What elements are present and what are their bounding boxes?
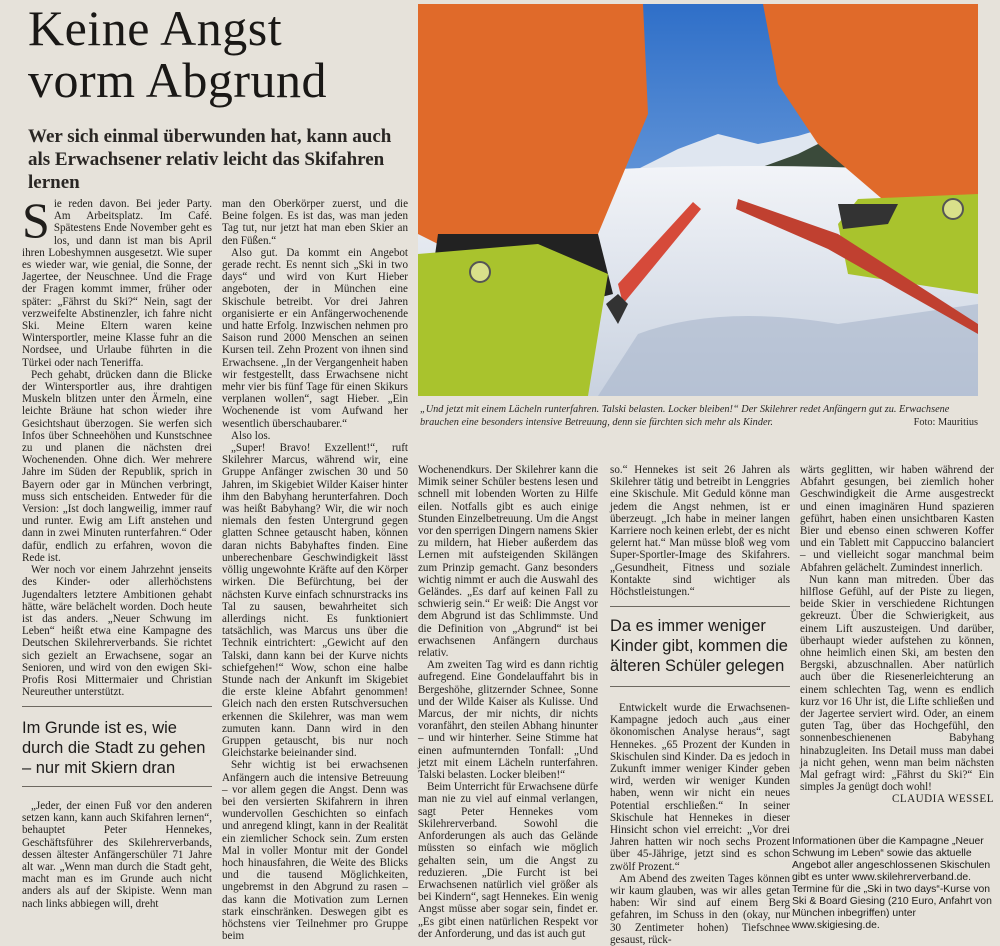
- photo-credit: Foto: Mauritius: [913, 416, 978, 428]
- paragraph: so.“ Hennekes ist seit 26 Jahren als Skilehrer tätig und betreibt in Lenggries eine Skischule. Mit Geduld könne man jedem die Angst nehmen, ist er überzeugt. „Ich habe in meiner langen Karriere noch keinen erlebt, der es nicht gelernt hat.“ Man müsse bloß weg vom Super-Sportler-Image des Skifahrers. „Gesundheit, Fitness und soziale Kontakte sind wichtiger als Höchstleistungen.“: [610, 464, 790, 599]
- paragraph: Pech gehabt, drücken dann die Blicke der Wintersportler aus, ihre drahtigen Muskeln blitzen unter den Ärmeln, eine leichte Bräune hat schon wieder ihre Gesichtshaut überzogen. Sie werfen sich Infos über Schneehöhen und Kunstschnee zu und planen die nächsten drei Wochenenden. Ohne dich. Wer mehrere Jahre im Süden der Republik, sprich in Bayern oder gar in München verbringt, muss sich entscheiden. Entweder für die Version: „Ist doch langweilig, immer rauf und runter. Ewig am Lift anstehen und dann in zwei Minuten runterfahren.“ Oder dafür, endlich zu erfahren, wovon die Rede ist.: [22, 368, 212, 564]
- paragraph: Am Abend des zweiten Tages können wir kaum glauben, was wir alles getan haben: Wir sind auf einem Berg gefahren, im Schuss in den (okay, nur 30 Zentimeter hohen) Tiefschnee gesaust, rück-: [610, 872, 790, 946]
- column-1: [22, 192, 212, 699]
- paragraph: wärts geglitten, wir haben während der Abfahrt gesungen, bei ziemlich hoher Geschwindigkeit die Arme ausgestreckt und einen imaginären Hund spazieren geführt, haben einen unsichtbaren Kasten Bier und ebenso einen schweren Koffer und ein Tablett mit Cappuccino balanciert – und vielleicht sogar manchmal beim Abfahren gelächelt. Zumindest innerlich.: [800, 464, 994, 574]
- column-4-continued: [610, 702, 790, 946]
- pullquote-rule-top: [22, 706, 212, 707]
- ski-scene-image: [418, 4, 978, 396]
- paragraph: „Super! Bravo! Exzellent!“, ruft Skilehrer Marcus, während wir, eine Gruppe Anfänger zwischen 30 und 50 Jahren, im Skigebiet Wilder Kaiser hinter ihm den Babyhang herunterfahren. Doch was heißt Babyhang? Wir, die wir noch niemals den festen Untergrund gegen glatten Schnee getauscht haben, können daran nichts Babyhaftes finden. Eine unberechenbare Geschwindigkeit lässt völlig ungewohnte Kräfte auf den Körper wirken. Die Befürchtung, bei der nächsten Kurve einfach schnurstracks ins Tal zu sausen, bewahrheitet sich allerdings nicht. Es funktioniert tatsächlich, was Marcus uns über die Technik eintrichtert: „Gewicht auf den Talski, dann kann bei der Kurve nichts schiefgehen!“ Wow, schon eine halbe Stunde nach der Ankunft im Skigebiet die erste kleine Abfahrt genommen! Gleich nach den ersten Rutschversuchen erkennen die Skilehrer, was man wem zumuten kann. Dann wird in den Gruppen getauscht, bis nur noch Gleichstarke beieinander sind.: [222, 442, 408, 760]
- info-box: Informationen über die Kampagne „Neuer Schwung im Leben“ sowie das aktuelle Angebot aller angeschlossenen Skischulen gibt es unter www.skilehrerverband.de. Termine für die „Ski in two days“-Kurse von Ski & Board Giesing (210 Euro, Anfahrt von München inbegriffen) unter www.skigiesing.de.: [792, 836, 992, 931]
- subheadline: Wer sich einmal überwunden hat, kann auch als Erwachsener relativ leicht das Skifahren lernen: [28, 126, 392, 193]
- paragraph: Also los.: [231, 429, 271, 442]
- paragraph: Beim Unterricht für Erwachsene dürfe man nie zu viel auf einmal verlangen, sagt Peter Hennekes vom Skilehrerverband. Sowohl die Anforderungen als auch das Gelände müssten so einfach wie möglich gehalten sein, um die Angst zu reduzieren. „Die Furcht ist bei Erwachsenen natürlich viel größer als bei Kindern“, sagt Hennekes. Ein wenig Angst müsse aber sogar sein, findet er. „Es gibt einen natürlichen Respekt vor der Anforderung, und das ist auch gut: [418, 781, 598, 940]
- paragraph: Entwickelt wurde die Erwachsenen-Kampagne jedoch auch „aus einer ökonomischen Analyse heraus“, sagt Hennekes. „65 Prozent der Kunden in Skischulen sind Kinder. Da es jedoch in Zukunft immer weniger Kinder geben wird, werden wir weniger Kunden haben, wenn wir nicht ein neues Potential erschließen.“ In seiner Skischule hat Hennekes in dieser Hinsicht schon viel erreicht: „Vor drei Jahren hatten wir noch sechs Prozent über 45-Jährige, jetzt sind es schon zwölf Prozent.“: [610, 702, 790, 873]
- paragraph: Wochenendkurs. Der Skilehrer kann die Mimik seiner Schüler bestens lesen und schnell mit lobenden Worten zu Hilfe eilen. Notfalls gibt es auch einige Stunden Einzelbetreuung. Um die Angst vor den sperrigen Dingern namens Skier zu mildern, hat Hieber außerdem das Lernen mit aufsteigenden Skilängen zum Prinzip gemacht. Ganz besonders wichtig nimmt er auch die Auswahl des Geländes. „Es darf auf keinen Fall zu schwierig sein.“ Er weiß: Die Angst vor dem Abgrund ist das Schlimmste. Und die Definition von „Abgrund“ ist bei erwachsenen Anfängern durchaus relativ.: [418, 464, 598, 660]
- column-3: [418, 464, 598, 940]
- column-2: [222, 198, 408, 943]
- paragraph: Also gut. Da kommt ein Angebot gerade recht. Es nennt sich „Ski in two days“ und wird von Kurt Hieber angeboten, der in München eine Skischule betreibt. Vor drei Jahren organisierte er ein Anfängerwochenende und hatte Erfolg. Inzwischen nehmen pro Saison rund 2000 Menschen an seinen Kursen teil. Zehn Prozent von ihnen sind Erwachsene. „In der Vergangenheit haben wir festgestellt, dass Erwachsene nicht mehr vier bis fünf Tage für einen Skikurs verplanen wollen“, sagt Hieber. „Ein Wochenende ist vom Aufwand her wesentlich überschaubarer.“: [222, 246, 408, 430]
- pullquote-rule-bottom: [610, 686, 790, 687]
- paragraph: Am zweiten Tag wird es dann richtig aufregend. Eine Gondelauffahrt bis in Bergeshöhe, glitzernder Schnee, Sonne und der Wilde Kaiser als Kulisse. Und Marcus, der mir nichts, dir nichts voranfährt, den steilen Abhang hinunter – und wir hinterher. Seine Stimme hat einen aufmunternden Tonfall: „Und jetzt mit einem Lächeln runterfahren. Talski belasten. Locker bleiben!“: [418, 659, 598, 782]
- paragraph: Sehr wichtig ist bei erwachsenen Anfängern auch die intensive Betreuung – vor allem gegen die Angst. Denn was bei den versierten Skifahrern in ihren wundervollen Geschichten so einfach und anregend klingt, kann in der Realität ein ziemlicher Schock sein. Zum ersten Mal in voller Montur mit der Gondel hoch hinausfahren, die Weite des Blicks und die tausend Möglichkeiten, ungebremst in den Abgrund zu rasen – das kann die Motivation zum Lernen stark einschränken. Deswegen gibt es höchstens vier Teilnehmer pro Gruppe beim: [222, 759, 408, 943]
- photo-caption: [420, 404, 978, 429]
- pullquote-2: Da es immer weniger Kinder gibt, kommen die älteren Schüler gelegen: [610, 617, 788, 675]
- paragraph: Wer noch vor einem Jahrzehnt jenseits des Kinder- oder allerhöchstens Jugendalters letztere Ambitionen gehabt hätte, wäre belächelt worden. Doch heute ist das anders. „Neuer Schwung im Leben“ heißt etwa eine Kampagne des Deutschen Skilehrerverbands. Sie richtet sich gezielt an Erwachsene, sogar an Senioren, und wird von den ewigen Ski-Profis Rosi Mittermaier und Christian Neureuther unterstützt.: [22, 564, 212, 699]
- dropcap: S: [22, 192, 50, 248]
- pullquote-rule-top: [610, 606, 790, 607]
- pullquote-rule-bottom: [22, 786, 212, 787]
- ski-photo: [418, 4, 978, 396]
- paragraph: man den Oberkörper zuerst, und die Beine folgen. Es ist das, was man jeden Tag tut, nur jetzt hat man eben Skier an den Füßen.“: [222, 198, 408, 247]
- pullquote-1: Im Grunde ist es, wie durch die Stadt zu gehen – nur mit Skiern dran: [22, 719, 206, 777]
- column-5: [800, 464, 994, 814]
- author-byline: CLAUDIA WESSEL: [891, 793, 994, 806]
- caption-text: „Und jetzt mit einem Lächeln runterfahren. Talski belasten. Locker bleiben!“ Der Skilehrer redet Anfängern gut zu. Erwachsene brauchen eine besonders intensive Betreuung, denn sie fürchten sich mehr als Kinder.: [420, 404, 950, 428]
- headline: Keine Angst vorm Abgrund: [28, 0, 328, 108]
- column-1-continued: [22, 800, 212, 912]
- paragraph: „Jeder, der einen Fuß vor den anderen setzen kann, kann auch Skifahren lernen“, behauptet Peter Hennekes, Geschäftsführer des Skilehrerverbands, dessen ältester Anfängerschüler 71 Jahre alt war. „Wenn man durch die Stadt geht, macht man es im Grunde auch nicht anders als auf der Skipiste. Wenn man nach links abbiegen will, dreht: [22, 800, 212, 910]
- paragraph: Nun kann man mitreden. Über das hilflose Gefühl, auf der Piste zu liegen, beide Skier in verschiedene Richtungen gekreuzt. Über die Schwierigkeit, aus einem Lift auszusteigen. Und darüber, überhaupt wieder aufstehen zu können, ohne heimlich einen Ski, am besten den Bergski, abzuschnallen. Aber natürlich auch über die Riesenerleichterung an einem schlechten Tag, wenn es endlich kurz vor 16 Uhr ist, die Lifte schließen und der Jagertee serviert wird. Oder, an einem guten Tag, über das Hochgefühl, den sonnenbeschienenen Babyhang hinabzugleiten. Ins Detail muss man dabei ja nicht gehen, wenn man beim nächsten Mal gefragt wird: „Fährst du Ski?“ Ein simples Ja genügt doch wohl!: [800, 573, 994, 794]
- paragraph: Sie reden davon. Bei jeder Party. Am Arbeitsplatz. Im Café. Spätestens Ende November geht es los, und dann ist man bis April ihren Lobeshymnen ausgesetzt. Wie super es wieder war, wie genial, die Sonne, der Jagertee, der Neuschnee. Und die Frage der Fragen kommt immer, früher oder später: „Fährst du Ski?“ Nein, sagt der verzweifelte Abstinenzler, ich fahre nicht Ski. Meine Eltern waren keine Wintersportler, meine Klasse fuhr an die Nordsee, und Urlaube führten in die Türkei oder nach Teneriffa.: [22, 192, 212, 369]
- column-4: [610, 464, 790, 602]
